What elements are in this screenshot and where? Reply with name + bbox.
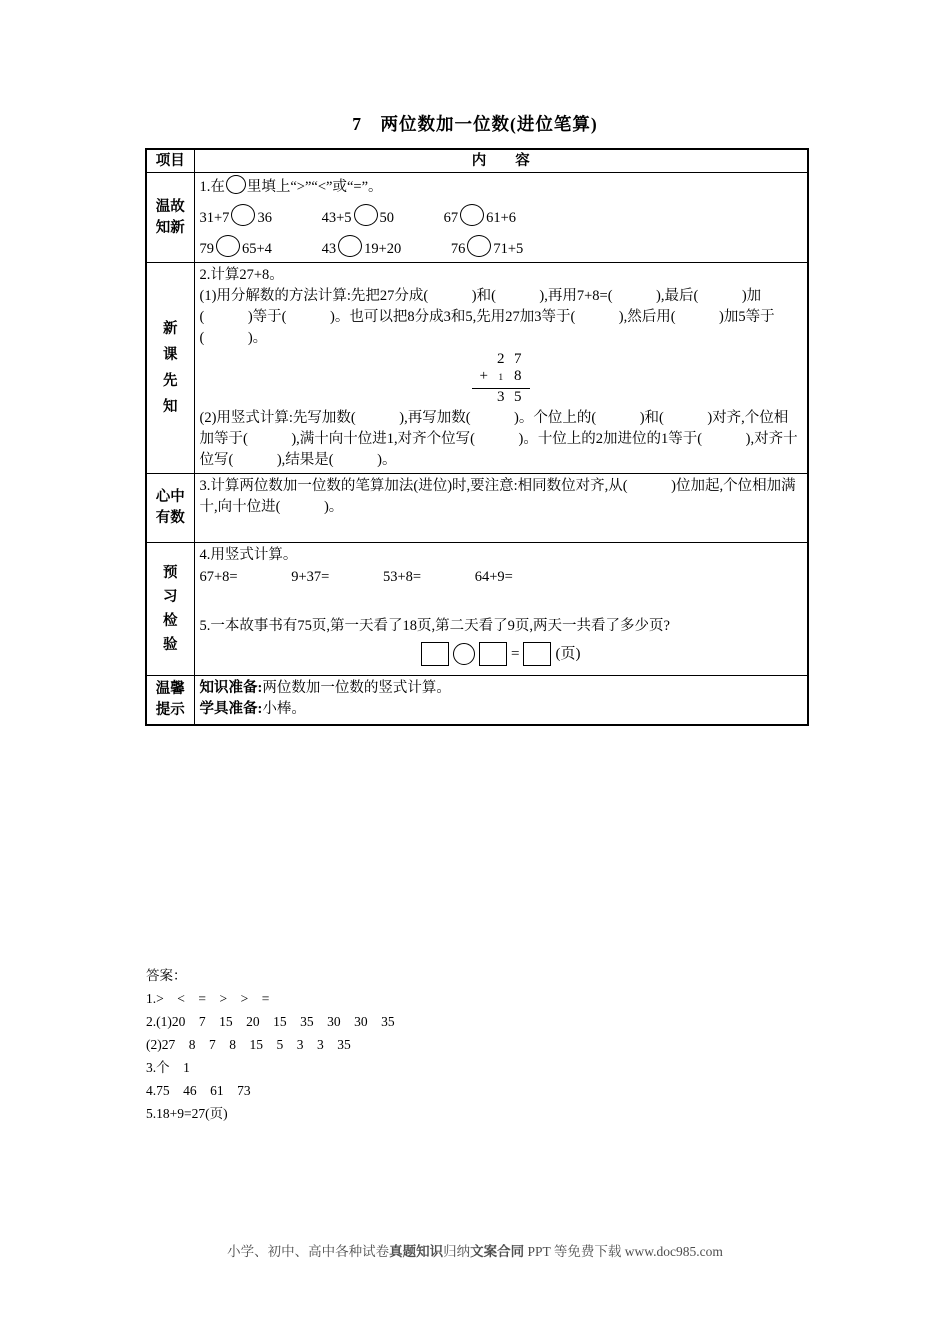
section-label-line: 心中 [155,489,185,505]
q1-instruction [200,175,803,198]
table-header-row [146,149,808,173]
compare-circle [460,204,484,226]
tips-tools-text: 小棒。 [262,701,306,717]
equation: 64+9= [474,569,513,585]
watermark-text: 归纳 [443,1244,471,1259]
section-review-content [194,173,808,263]
compare-left: 76 [450,241,466,257]
worksheet-table [145,148,809,726]
section-label-line: 课 [163,346,178,363]
section-mind-row [146,474,808,543]
compare-right: 36 [257,210,272,226]
compare-circle [354,204,378,226]
vcalc-digit: 5 [514,389,522,405]
operator-circle [453,643,475,665]
q2-part1-text: (1)用分解数的方法计算:先把27分成( )和( ),再用7+8=( ),最后( )加( )等于( )。也可以把8分成3和5,先用27加3等于( ),然后用( )加5等于( )。 [199,288,775,346]
section-mind-content [194,474,808,543]
section-preview-content [194,543,808,676]
compare-item [444,210,516,226]
answer-box [421,642,449,666]
section-review-row [146,173,808,263]
equation: 67+8= [199,569,238,585]
answer-line-2: 2.(1)20 7 15 20 15 35 30 30 35 [146,1014,395,1029]
answer-heading: 答案： [146,968,187,983]
compare-circle [467,235,491,257]
q1-instruction-post: 里填上“>”“<”或“=”。 [246,179,383,195]
section-label-line: 知新 [155,219,185,236]
compare-item [322,210,394,226]
compare-right: 50 [379,210,394,226]
compare-right: 19+20 [364,241,402,257]
section-label-line: 新 [163,320,178,337]
section-label-line: 检 [163,612,178,629]
answer-line-1: 1.> < = > > = [146,991,270,1006]
compare-circle [231,204,255,226]
q5-text: 5.一本故事书有75页,第一天看了18页,第二天看了9页,两天一共看了多少页? [199,618,670,634]
section-label-line: 提示 [155,702,185,718]
compare-item [322,241,402,257]
compare-item [200,241,272,257]
section-preview-label [146,543,194,676]
q4-intro: 4.用竖式计算。 [199,547,298,563]
section-mind-label [146,474,194,543]
section-label-line: 先 [163,372,178,389]
vcalc-sum [472,389,530,406]
watermark-text: 小学、初中、高中各种试卷 [227,1244,390,1259]
q5-answer-shapes [200,642,803,666]
answer-box [479,642,507,666]
q1-instruction-pre: 1.在 [199,179,225,195]
answer-line-3: (2)27 8 7 8 15 5 3 3 35 [146,1037,351,1052]
section-newlesson-label [146,263,194,474]
section-newlesson-row [146,263,808,474]
tips-knowledge-text: 两位数加一位数的竖式计算。 [262,680,451,696]
q1-compare-line-2 [200,235,803,260]
vertical-calculation [472,351,530,406]
q2-part2-text: (2)用竖式计算:先写加数( ),再写加数( )。个位上的( )和( )对齐,个位相加等于( ),满十向十位进1,对齐个位写( )。十位上的2加进位的1等于( ),对齐十位写( ),结果是( )。 [199,410,798,468]
q4-equations [200,567,803,588]
equals-sign: = [511,645,520,662]
answer-key [146,964,395,1125]
compare-item [451,241,523,257]
section-review-label [146,173,194,263]
plus-sign: + [479,368,488,384]
header-item-column: 项目 [146,149,194,173]
header-content-column: 内 容 [194,149,808,173]
compare-left: 43 [321,241,337,257]
compare-circle [216,235,240,257]
compare-left: 67 [443,210,459,226]
equation: 9+37= [291,569,330,585]
tips-line-tools [200,699,803,720]
section-label-line: 知 [163,398,178,415]
compare-left: 43+5 [321,210,352,226]
vcalc-top-addend [472,351,530,368]
tips-tools-label: 学具准备: [199,701,263,717]
vcalc-digit: 8 [514,368,522,384]
section-label-line: 预 [163,564,178,581]
carry-digit: 1 [498,373,504,383]
answer-line-4: 3.个 1 [146,1060,190,1075]
compare-right: 61+6 [486,210,517,226]
section-newlesson-content [194,263,808,474]
section-label-line: 温馨 [155,681,185,697]
q2-intro: 2.计算27+8。 [199,267,284,283]
watermark-text-bold: 文案合同 [470,1244,525,1259]
equation: 53+8= [382,569,422,585]
compare-item [200,210,272,226]
answer-line-5: 4.75 46 61 73 [146,1083,251,1098]
site-watermark [0,1240,950,1260]
section-preview-row [146,543,808,676]
section-tips-label [146,676,194,726]
section-label-line: 验 [163,636,178,653]
answer-line-6: 5.18+9=27(页) [146,1106,228,1121]
unit-label: (页) [555,645,581,662]
compare-left: 79 [199,241,214,257]
page-title: 7 两位数加一位数(进位笔算) [352,114,598,134]
compare-circle [338,235,362,257]
compare-left: 31+7 [199,210,230,226]
tips-line-knowledge [200,678,803,699]
q3-text: 3.计算两位数加一位数的笔算加法(进位)时,要注意:相同数位对齐,从( )位加起,个位相加满十,向十位进( )。 [199,478,796,515]
compare-right: 71+5 [493,241,524,257]
section-label-line: 温故 [155,198,185,215]
watermark-text-bold: 真题知识 [389,1244,444,1259]
vcalc-digit: 2 [497,351,505,367]
section-label-line: 习 [163,588,178,605]
section-label-line: 有数 [155,510,185,526]
section-tips-row [146,676,808,726]
vcalc-digit: 7 [514,351,522,367]
vcalc-bottom-addend [472,368,530,389]
compare-right: 65+4 [242,241,272,257]
answer-box [523,642,551,666]
tips-knowledge-label: 知识准备: [199,680,263,696]
section-tips-content [194,676,808,726]
watermark-text: PPT 等免费下载 www.doc985.com [524,1244,723,1259]
fill-in-circle [226,175,246,194]
q1-compare-line-1 [200,204,803,229]
vcalc-digit: 3 [497,389,505,405]
